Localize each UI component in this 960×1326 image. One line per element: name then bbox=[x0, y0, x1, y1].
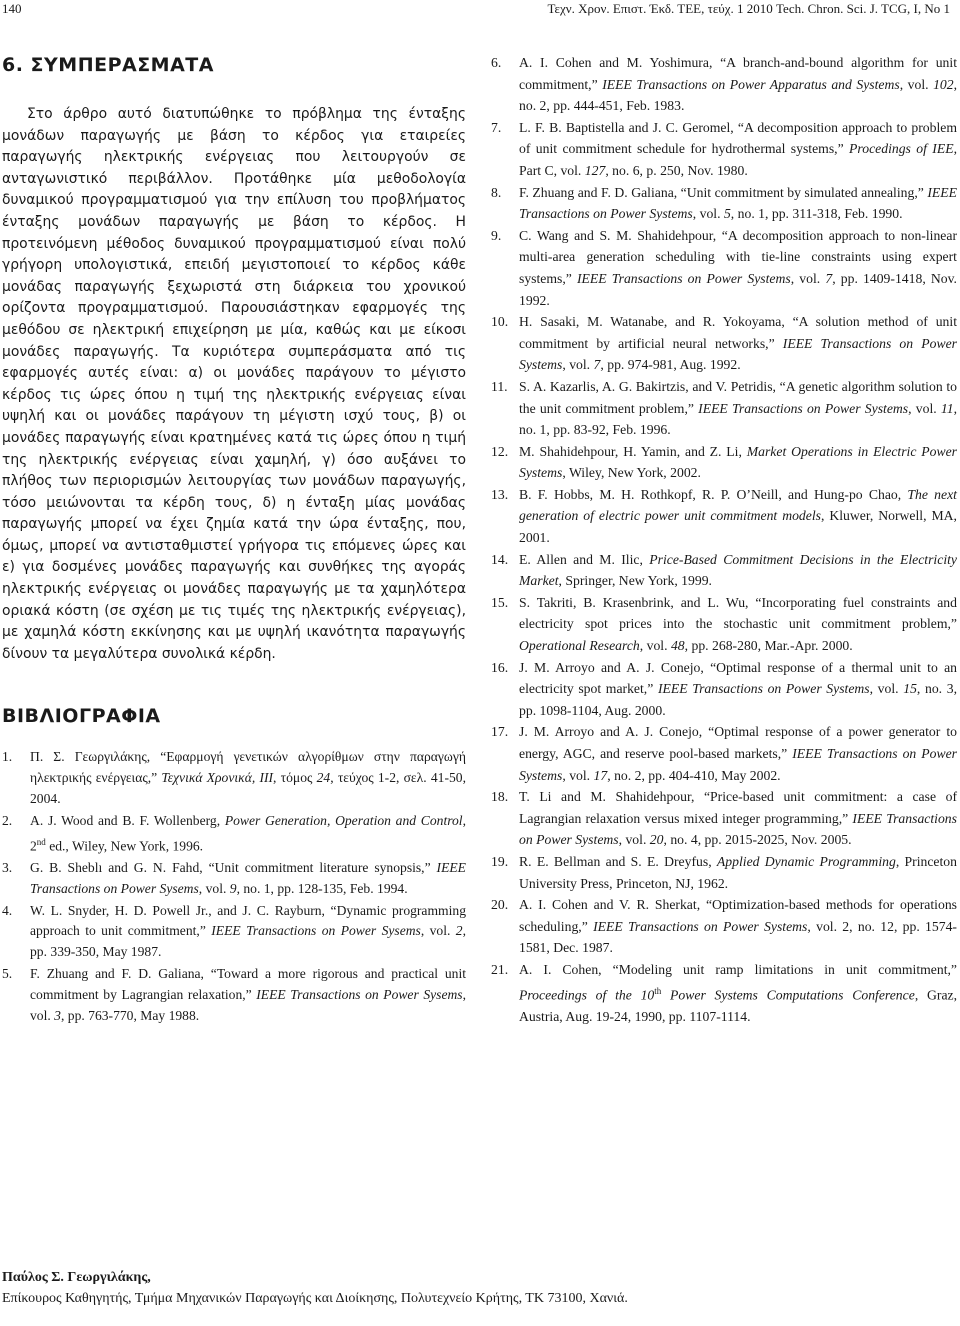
author-name: Παύλος Σ. Γεωργιλάκης, bbox=[2, 1270, 151, 1285]
reference-text-segment: ed., Wiley, New York, 1996. bbox=[45, 838, 204, 854]
reference-text-segment: IEEE Transactions on Power Systems bbox=[519, 810, 957, 848]
bibliography-heading: ΒΙΒΛΙΟΓΡΑΦΙΑ bbox=[2, 705, 161, 728]
reference-text-segment: th bbox=[654, 985, 662, 996]
reference-text-segment: Π. Σ. Γεωργιλάκης, “Εφαρμογή γενετικών αλγορίθμων στην παραγωγή ηλεκτρικής ενέργειας,” bbox=[30, 749, 466, 786]
reference-text-segment: J. M. Arroyo and A. J. Conejo, “Optimal response of a power generator to energy, AGC, and reserve pool-based markets,” bbox=[519, 724, 957, 761]
reference-text-segment: 11 bbox=[940, 400, 954, 416]
author-affiliation: Επίκουρος Καθηγητής, Τμήμα Μηχανικών Παραγωγής και Διοίκησης, Πολυτεχνείο Κρήτης, ΤΚ 73100, Χανιά. bbox=[2, 1291, 628, 1306]
reference-text-segment: , vol. bbox=[639, 638, 671, 654]
reference-text-segment: , Part C, vol. bbox=[519, 141, 958, 178]
reference-number: 18. bbox=[491, 789, 509, 805]
reference-number: 16. bbox=[491, 659, 509, 675]
reference-text-segment: R. E. Bellman and S. E. Dreyfus, bbox=[519, 853, 717, 869]
reference-text-segment: J. M. Arroyo and A. J. Conejo, “Optimal response of a thermal unit to an electricity spot market,” bbox=[519, 659, 957, 697]
reference-item bbox=[491, 592, 957, 657]
reference-item bbox=[2, 901, 466, 963]
reference-number: 4. bbox=[2, 902, 13, 918]
reference-text-segment: A. I. Cohen and V. R. Sherkat, “Optimization-based methods for operations scheduling,” bbox=[519, 897, 957, 934]
reference-number: 11. bbox=[491, 378, 508, 394]
reference-text-segment: T. Li and M. Shahidehpour, “Price-based unit commitment: a case of Lagrangian relaxation versus mixed integer programming,” bbox=[519, 789, 957, 826]
reference-text-segment: S. A. Kazarlis, A. G. Bakirtzis, and V. Petridis, “A genetic algorithm solution to the unit commitment problem,” bbox=[519, 378, 957, 416]
conclusions-heading: 6. ΣΥΜΠΕΡΑΣΜΑΤΑ bbox=[2, 54, 214, 76]
reference-number: 14. bbox=[491, 551, 509, 567]
reference-text-segment: , vol. bbox=[618, 832, 650, 848]
reference-number: 8. bbox=[491, 184, 502, 200]
reference-item bbox=[491, 52, 957, 117]
reference-item bbox=[491, 182, 957, 225]
reference-list-left bbox=[2, 747, 466, 1026]
reference-text-segment: E. Allen and M. Ilic, bbox=[519, 551, 650, 567]
reference-text-segment: , Wiley, New York, 2002. bbox=[562, 465, 701, 481]
reference-text-segment: 2 bbox=[455, 923, 463, 939]
reference-item bbox=[491, 894, 957, 959]
reference-text-segment: 20 bbox=[649, 832, 664, 848]
reference-text-segment: Procedings of IEE bbox=[849, 141, 954, 157]
reference-number: 15. bbox=[491, 594, 509, 610]
right-column bbox=[491, 52, 957, 1027]
reference-text-segment: 127 bbox=[584, 162, 606, 178]
reference-item bbox=[2, 747, 466, 809]
reference-text-segment: The next generation of electric power unit commitment models bbox=[519, 486, 957, 524]
reference-text-segment: , vol. bbox=[790, 270, 826, 286]
reference-number: 3. bbox=[2, 859, 13, 875]
reference-text-segment: IEEE Transactions on Power Sysems bbox=[211, 923, 421, 939]
reference-text-segment: W. L. Snyder, H. D. Powell Jr., and J. C. Rayburn, “Dynamic programming approach to unit commitment,” bbox=[30, 902, 466, 939]
reference-text-segment: IEEE Transactions on Power Systems bbox=[657, 681, 870, 697]
reference-text-segment: IEEE Transactions on Power Apparatus and Systems bbox=[602, 76, 900, 92]
reference-text-segment: IEEE Transactions on Power Systems bbox=[519, 184, 957, 222]
reference-text-segment: Market Operations in Electric Power Systems bbox=[519, 443, 957, 481]
reference-text-segment: 9 bbox=[229, 880, 237, 896]
reference-text-segment: IEEE Transactions on Power Sysems bbox=[30, 859, 466, 896]
reference-text-segment: A. I. Cohen, “Modeling unit ramp limitations in unit commitment,” bbox=[519, 961, 957, 977]
reference-text-segment: L. F. B. Baptistella and J. C. Geromel, “A decomposition approach to problem of unit commitment schedule for hydrothermal systems,” bbox=[519, 119, 957, 157]
reference-number: 2. bbox=[2, 812, 13, 828]
reference-text-segment: B. F. Hobbs, M. H. Rothkopf, R. P. O’Neill, and Hung-po Chao, bbox=[519, 486, 908, 502]
reference-text-segment: , no. 1, pp. 128-135, Feb. 1994. bbox=[236, 880, 408, 896]
reference-number: 10. bbox=[491, 314, 509, 330]
reference-text-segment: 3 bbox=[54, 1007, 61, 1023]
reference-text-segment: IEEE Transactions on Power Systems bbox=[593, 918, 808, 934]
reference-text-segment: F. Zhuang and F. D. Galiana, “Toward a more rigorous and practical unit commitment by Lagrangian relaxation,” bbox=[30, 965, 466, 1002]
reference-item bbox=[491, 959, 957, 1027]
reference-text-segment: , no. 2, pp. 404-410, May 2002. bbox=[607, 767, 781, 783]
reference-text-segment: Operational Research bbox=[519, 638, 640, 654]
reference-text-segment: 15 bbox=[903, 681, 917, 697]
reference-number: 1. bbox=[2, 749, 13, 765]
reference-text-segment: A. J. Wood and B. F. Wollenberg, bbox=[30, 812, 225, 828]
reference-text-segment: F. Zhuang and F. D. Galiana, “Unit commitment by simulated annealing,” bbox=[519, 184, 928, 200]
reference-text-segment: G. B. Sheblı and G. N. Fahd, “Unit commitment literature synopsis,” bbox=[30, 859, 437, 875]
reference-text-segment: , vol. bbox=[908, 400, 941, 416]
reference-text-segment: S. Takriti, B. Krasenbrink, and L. Wu, “Incorporating fuel constraints and electricity spot prices into the stochastic unit commitment problem,” bbox=[519, 594, 957, 632]
reference-text-segment: , pp. 974-981, Aug. 1992. bbox=[600, 357, 741, 373]
reference-item bbox=[491, 484, 957, 549]
reference-item bbox=[491, 441, 957, 484]
reference-text-segment: A. I. Cohen and M. Yoshimura, “A branch-and-bound algorithm for unit commitment,” bbox=[519, 55, 957, 92]
reference-list-right bbox=[491, 52, 957, 1027]
reference-number: 9. bbox=[491, 227, 502, 243]
reference-text-segment: IEEE Transactions on Power Sysems bbox=[256, 986, 463, 1002]
reference-item bbox=[491, 786, 957, 851]
reference-text-segment: , pp. 763-770, May 1988. bbox=[60, 1007, 200, 1023]
reference-text-segment: , no. 3, pp. 1098-1104, Aug. 2000. bbox=[519, 681, 957, 718]
reference-number: 5. bbox=[2, 965, 13, 981]
reference-number: 6. bbox=[491, 55, 502, 70]
reference-text-segment: IEEE Transactions on Power Systems bbox=[577, 270, 791, 286]
reference-text-segment: , Graz, Austria, Aug. 19-24, 1990, pp. 1107-1114. bbox=[519, 987, 958, 1024]
reference-text-segment: , vol. bbox=[198, 880, 230, 896]
reference-text-segment: , vol. bbox=[30, 986, 466, 1023]
reference-item bbox=[491, 311, 957, 376]
reference-text-segment: , no. 4, pp. 2015-2025, Nov. 2005. bbox=[663, 832, 852, 848]
reference-text-segment: , vol. bbox=[692, 206, 724, 222]
reference-text-segment: IEEE Transactions on Power Systems bbox=[519, 746, 957, 783]
reference-text-segment: Price-Based Commitment Decisions in the Electricity Market bbox=[519, 551, 957, 589]
reference-text-segment: 5 bbox=[723, 206, 731, 222]
reference-text-segment: , pp. 339-350, May 1987. bbox=[30, 923, 466, 960]
reference-number: 13. bbox=[491, 486, 509, 502]
left-column bbox=[2, 52, 466, 1027]
reference-text-segment: , vol. bbox=[899, 76, 934, 92]
page-header bbox=[0, 0, 960, 22]
reference-number: 20. bbox=[491, 897, 509, 913]
reference-text-segment: , no. 6, p. 250, Nov. 1980. bbox=[605, 162, 748, 178]
reference-number: 12. bbox=[491, 443, 509, 459]
reference-text-segment: nd bbox=[36, 836, 46, 847]
reference-text-segment: , vol. 2, no. 12, pp. 1574-1581, Dec. 1987. bbox=[519, 918, 957, 956]
reference-text-segment: Power Systems Computations Conference bbox=[661, 987, 915, 1003]
reference-item bbox=[491, 225, 957, 311]
reference-text-segment: , Kluwer, Norwell, MA, 2001. bbox=[519, 508, 957, 546]
reference-text-segment: M. Shahidehpour, H. Yamin, and Z. Li, bbox=[519, 443, 747, 459]
reference-item bbox=[491, 117, 957, 182]
reference-text-segment: 48 bbox=[670, 638, 685, 654]
reference-number: 7. bbox=[491, 119, 502, 135]
reference-text-segment: , pp. 1409-1418, Nov. 1992. bbox=[519, 270, 957, 308]
reference-text-segment: , vol. bbox=[562, 357, 594, 373]
reference-item bbox=[2, 964, 466, 1026]
reference-text-segment: , no. 2, pp. 444-451, Feb. 1983. bbox=[519, 76, 958, 114]
reference-text-segment: Applied Dynamic Programming bbox=[716, 853, 896, 869]
reference-number: 17. bbox=[491, 724, 509, 740]
reference-item bbox=[2, 811, 466, 857]
reference-text-segment: , no. 1, pp. 311-318, Feb. 1990. bbox=[730, 206, 903, 222]
reference-text-segment: , 2 bbox=[30, 812, 466, 854]
reference-text-segment: , pp. 268-280, Mar.-Apr. 2000. bbox=[684, 638, 853, 654]
reference-text-segment: 7 bbox=[825, 270, 833, 286]
reference-text-segment: IEEE Transactions on Power Systems bbox=[698, 400, 909, 416]
reference-number: 19. bbox=[491, 853, 509, 869]
reference-text-segment: , τεύχος 1-2, σελ. 41-50, 2004. bbox=[30, 770, 466, 807]
reference-text-segment: , vol. bbox=[562, 767, 594, 783]
page-number: 140 bbox=[2, 1, 22, 16]
reference-text-segment: , vol. bbox=[869, 681, 904, 697]
reference-item bbox=[2, 858, 466, 900]
reference-item bbox=[491, 376, 957, 441]
reference-item bbox=[491, 549, 957, 592]
reference-text-segment: , no. 1, pp. 83-92, Feb. 1996. bbox=[519, 400, 957, 438]
reference-item bbox=[491, 721, 957, 786]
reference-item bbox=[491, 657, 957, 722]
reference-text-segment: H. Sasaki, M. Watanabe, and R. Yokoyama, “A solution method of unit commitment by artificial neural networks,” bbox=[519, 314, 957, 351]
reference-text-segment: , Princeton University Press, Princeton, NJ, 1962. bbox=[519, 853, 957, 891]
reference-text-segment: Τεχνικά Χρονικά, ΙΙΙ bbox=[161, 770, 274, 786]
reference-number: 21. bbox=[491, 961, 509, 977]
reference-text-segment: , Springer, New York, 1999. bbox=[558, 573, 712, 589]
reference-text-segment: Power Generation, Operation and Control bbox=[224, 812, 463, 828]
reference-text-segment: IEEE Transactions on Power Systems bbox=[519, 335, 957, 373]
author-footer bbox=[2, 1267, 952, 1309]
reference-text-segment: Proceedings of the 10 bbox=[519, 987, 655, 1003]
reference-text-segment: C. Wang and S. M. Shahidehpour, “A decomposition approach to non-linear multi-area generation scheduling with tie-line constraints using expert systems,” bbox=[519, 227, 957, 286]
journal-citation: Τεχν. Χρον. Επιστ. Έκδ. ΤΕΕ, τεύχ. 1 2010 Tech. Chron. Sci. J. TCG, I, No 1 bbox=[547, 1, 950, 16]
reference-text-segment: , vol. bbox=[420, 923, 456, 939]
reference-text-segment: 17 bbox=[593, 767, 608, 783]
conclusions-text: Στο άρθρο αυτό διατυπώθηκε το πρόβλημα της ένταξης μονάδων παραγωγής με βάση το κέρδος για εταιρείες παραγωγής ηλεκτρικής ενέργειας που λειτουργούν σε ανταγωνιστικό περιβάλλον. Προτάθηκε μία μεθοδολογία δυναμικού προγραμματισμού για την επίλυση του προβλήματος ένταξης μονάδων παραγωγής με βάση το κέρδος. Η προτεινόμενη μέθοδος δυναμικού προγραμματισμού είναι πολύ γρήγορη υπολογιστικά, επειδή μεγιστοποιεί το κέρδος κάθε μονάδας παραγωγής ξεχωριστά στη διάρκεια του χρονικού ορίζοντα προγραμματισμού. Παρουσιάστηκαν εφαρμογές της μεθόδου σε ηλεκτρική επιχείρηση με μία, καθώς και με είκοσι μονάδες παραγωγής. Τα κυριότερα συμπεράσματα από τις εφαρμογές αυτές είναι: α) οι μονάδες παράγουν το μέγιστο κέρδος τις ώρες όπου η τιμή της ηλεκτρικής ενέργειας είναι υψηλή και οι μονάδες παράγουν τη μέγιστη ισχύ τους, β) οι μονάδες παραγωγής είναι κρατημένες κατά τις ώρες όπου η τιμή της ηλεκτρικής ενέργειας είναι χαμηλή, γ) όσο αυξάνει το πλήθος των περιορισμών λειτουργίας των μονάδων παραγωγής, τόσο μειώνονται τα κέρδη τους, δ) η ένταξη μίας μονάδας παραγωγής μπορεί να έχει ζημία κατά την ώρα ένταξης, που, όμως, μπορεί να αντισταθμιστεί γρήγορα τις επόμενες ώρες και ε) για δοσμένες μονάδες παραγωγής και συνθήκες της αγοράς ηλεκτρικής ενέργειας οι μονάδες παραγωγής με τα χαμηλότερα οριακά κόστη (σε σχέση με τις τιμές της ηλεκτρικής ενέργειας), με χαμηλά κόστη εκκίνησης και με υψηλή ικανότητα παραγωγής δίνουν τα μεγαλύτερα συνολικά κέρδη. bbox=[2, 106, 466, 662]
reference-text-segment: , τόμος bbox=[273, 770, 317, 786]
reference-text-segment: 24 bbox=[316, 770, 331, 786]
reference-text-segment: 102 bbox=[933, 76, 954, 92]
reference-text-segment: 7 bbox=[593, 357, 601, 373]
reference-item bbox=[491, 851, 957, 894]
